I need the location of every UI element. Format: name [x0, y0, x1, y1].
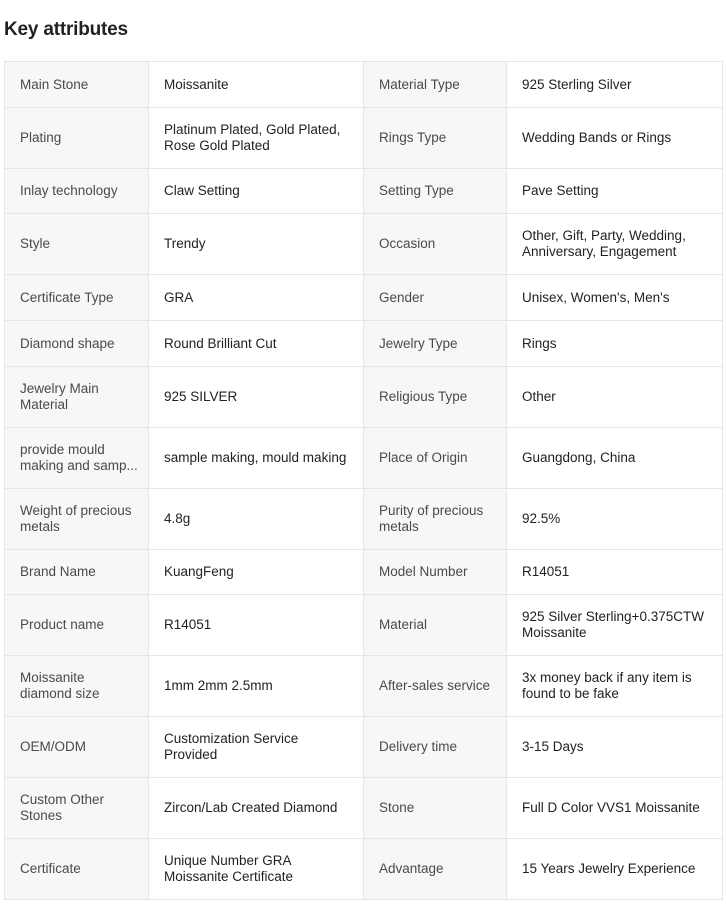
attribute-value [507, 656, 723, 717]
attribute-value [149, 275, 364, 321]
attribute-row [5, 717, 723, 778]
attribute-name [364, 108, 507, 169]
attribute-value [507, 321, 723, 367]
attribute-name-text: Moissanite diamond size [20, 670, 100, 701]
attribute-name [5, 839, 149, 900]
attribute-name-text: Purity of precious metals [379, 503, 484, 534]
attribute-name-text: Material Type [379, 76, 460, 92]
attribute-value-text: KuangFeng [164, 564, 234, 579]
attribute-row [5, 656, 723, 717]
attribute-value [507, 778, 723, 839]
attribute-name-text: Stone [379, 800, 415, 815]
attribute-value [507, 428, 723, 489]
attribute-value-text: 3x money back if any item is found to be fake [522, 670, 692, 701]
attribute-name [364, 839, 507, 900]
attribute-name-text: Jewelry Type [379, 335, 458, 351]
attribute-name [364, 62, 507, 108]
attribute-value [149, 489, 364, 550]
attribute-name-text: Style [20, 236, 51, 251]
attribute-value-text: Pave Setting [522, 183, 599, 198]
attribute-name-text: After-sales service [379, 678, 491, 693]
attribute-name-text: provide mould making and samp... [20, 442, 138, 473]
attribute-value [149, 367, 364, 428]
attribute-value [149, 778, 364, 839]
attribute-name-text: OEM/ODM [20, 739, 86, 754]
attribute-value [149, 717, 364, 778]
attribute-value-text: 4.8g [164, 511, 191, 526]
attribute-value [507, 108, 723, 169]
attribute-value-text: Unique Number GRA Moissanite Certificate [164, 853, 294, 884]
attribute-value-text: 1mm 2mm 2.5mm [164, 678, 273, 693]
attribute-name-text: Main Stone [20, 76, 89, 92]
attribute-value [507, 62, 723, 108]
attribute-name-text: Weight of precious metals [20, 503, 132, 534]
attribute-name-text: Product name [20, 617, 105, 632]
attribute-name [364, 428, 507, 489]
attribute-value [149, 550, 364, 595]
attribute-name-text: Inlay technology [20, 183, 118, 198]
attribute-value [149, 214, 364, 275]
attribute-value-text: 925 Silver Sterling+0.375CTW Moissanite [522, 609, 704, 640]
attribute-name [364, 169, 507, 214]
attribute-name-text: Place of Origin [379, 450, 468, 465]
attribute-value-text: Zircon/Lab Created Diamond [164, 800, 338, 815]
attribute-value [507, 489, 723, 550]
attribute-name [5, 275, 149, 321]
attribute-name [5, 656, 149, 717]
attribute-name-text: Religious Type [379, 389, 468, 404]
attribute-name-text: Brand Name [20, 564, 96, 579]
attribute-value-text: Round Brilliant Cut [164, 335, 277, 351]
attribute-row [5, 62, 723, 108]
attribute-value-text: 3-15 Days [522, 739, 584, 754]
attribute-value-text: Other [522, 389, 556, 404]
attribute-value-text: 925 Sterling Silver [522, 76, 632, 92]
attribute-name [5, 428, 149, 489]
attribute-value-text: Guangdong, China [522, 450, 636, 465]
attribute-name-text: Model Number [379, 564, 468, 579]
attribute-row [5, 275, 723, 321]
attribute-name [364, 275, 507, 321]
attribute-name-text: Setting Type [379, 183, 454, 198]
attribute-name [5, 489, 149, 550]
attribute-value [507, 550, 723, 595]
attribute-name [5, 778, 149, 839]
attribute-value-text: Customization Service Provided [164, 731, 299, 762]
attribute-value-text: Full D Color VVS1 Moissanite [522, 800, 700, 815]
attribute-row [5, 778, 723, 839]
attribute-value [149, 839, 364, 900]
attributes-body [5, 62, 723, 900]
attribute-value-text: Trendy [164, 236, 206, 251]
attribute-name-text: Material [379, 617, 428, 632]
attribute-name-text: Certificate Type [20, 289, 114, 305]
attribute-name [5, 108, 149, 169]
attribute-name [364, 550, 507, 595]
attribute-row [5, 550, 723, 595]
attribute-value-text: Platinum Plated, Gold Plated, Rose Gold Plated [164, 122, 341, 153]
attribute-value [149, 595, 364, 656]
attribute-name-text: Gender [379, 289, 425, 305]
attribute-value [149, 321, 364, 367]
attribute-row [5, 169, 723, 214]
attribute-value [149, 428, 364, 489]
attribute-row [5, 489, 723, 550]
attribute-name [364, 717, 507, 778]
attribute-value-text: Unisex, Women's, Men's [522, 289, 670, 305]
attribute-name-text: Certificate [20, 861, 81, 876]
attribute-row [5, 428, 723, 489]
attribute-name [5, 717, 149, 778]
attribute-row [5, 367, 723, 428]
attribute-value [507, 275, 723, 321]
attribute-name-text: Jewelry Main Material [20, 381, 99, 412]
attribute-value-text: Rings [522, 335, 557, 351]
attribute-name-text: Custom Other Stones [20, 792, 105, 823]
attribute-name [5, 367, 149, 428]
attribute-name [5, 550, 149, 595]
attribute-row [5, 108, 723, 169]
attribute-value-text: 925 SILVER [164, 389, 238, 404]
attribute-value-text: R14051 [164, 617, 212, 632]
attribute-value [507, 717, 723, 778]
attribute-name-text: Occasion [379, 236, 436, 251]
section-title: Key attributes [4, 19, 128, 40]
attribute-row [5, 595, 723, 656]
attribute-name [5, 595, 149, 656]
attribute-value-text: 92.5% [522, 511, 561, 526]
attribute-name [364, 214, 507, 275]
attribute-value [149, 656, 364, 717]
attribute-value-text: 15 Years Jewelry Experience [522, 861, 696, 876]
attribute-value [507, 367, 723, 428]
attribute-name [5, 214, 149, 275]
attribute-value [507, 169, 723, 214]
attribute-name [364, 489, 507, 550]
attribute-value [149, 62, 364, 108]
key-attributes-table [4, 61, 723, 900]
attribute-row [5, 214, 723, 275]
attribute-name [364, 321, 507, 367]
attribute-value [507, 214, 723, 275]
attribute-name [364, 778, 507, 839]
attribute-name-text: Advantage [379, 861, 444, 876]
attribute-name-text: Diamond shape [20, 335, 115, 351]
attribute-name-text: Rings Type [379, 130, 447, 145]
attribute-value-text: R14051 [522, 564, 570, 579]
attribute-name [5, 169, 149, 214]
attribute-value-text: Wedding Bands or Rings [522, 130, 672, 145]
attribute-value [507, 839, 723, 900]
attribute-row [5, 321, 723, 367]
attribute-name [364, 595, 507, 656]
attribute-value [149, 108, 364, 169]
attribute-value-text: GRA [164, 289, 194, 305]
attribute-row [5, 839, 723, 900]
attribute-value-text: Moissanite [164, 76, 229, 92]
attribute-value-text: Claw Setting [164, 183, 240, 198]
attribute-value [507, 595, 723, 656]
attribute-name [5, 321, 149, 367]
attribute-name [364, 367, 507, 428]
attribute-name [364, 656, 507, 717]
attribute-name-text: Delivery time [379, 739, 458, 754]
attribute-value-text: sample making, mould making [164, 450, 347, 465]
attribute-name-text: Plating [20, 130, 62, 145]
attribute-value-text: Other, Gift, Party, Wedding, Anniversary, Engagement [522, 228, 686, 259]
attribute-name [5, 62, 149, 108]
attribute-value [149, 169, 364, 214]
